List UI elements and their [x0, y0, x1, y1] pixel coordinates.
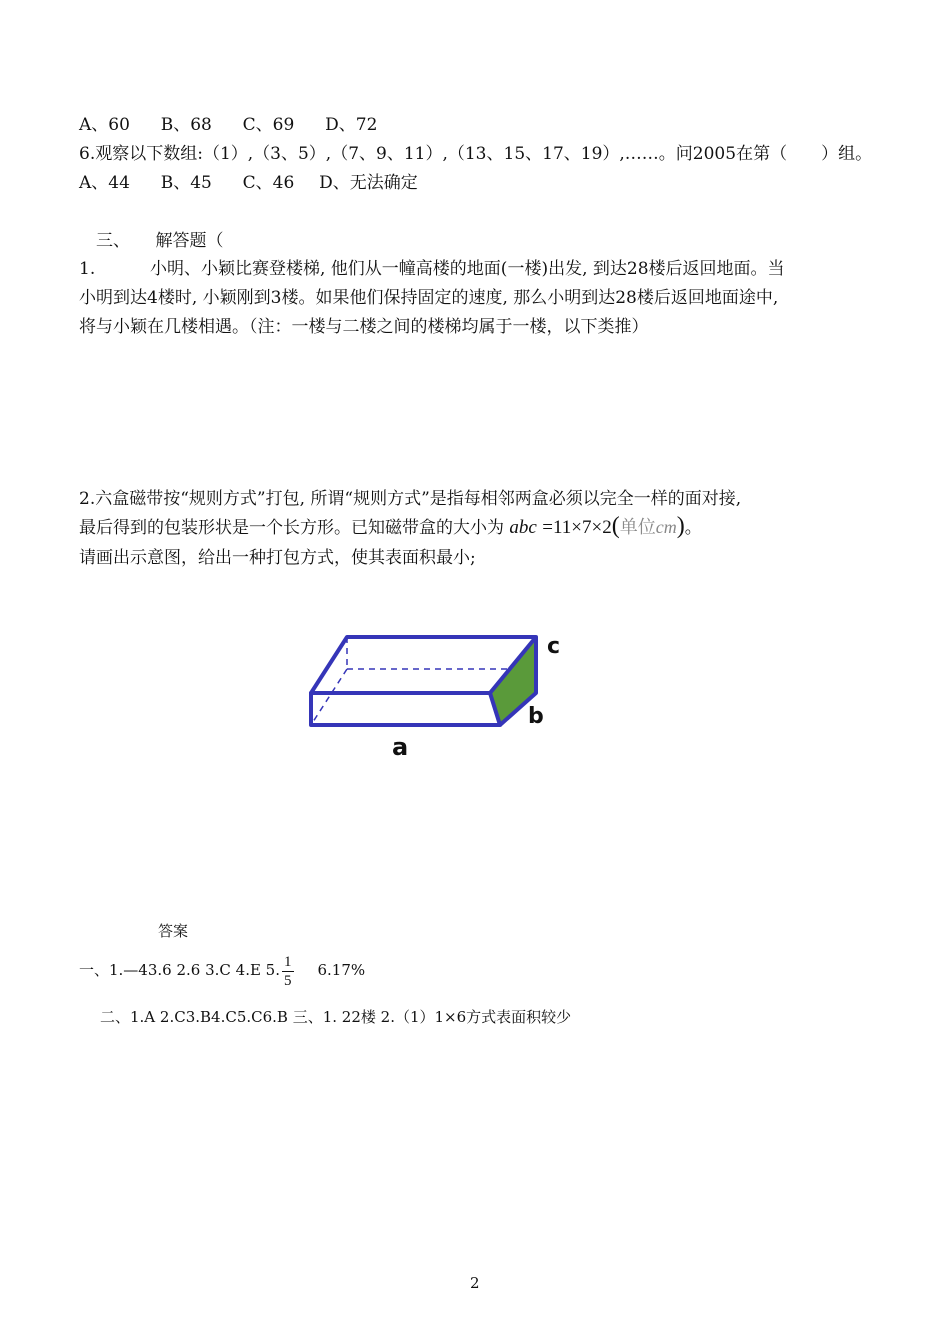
q6-option-b: B、45	[160, 173, 212, 193]
answers-heading: 答案	[158, 922, 189, 940]
q6-options	[79, 172, 418, 194]
q5-option-a: A、60	[79, 115, 130, 135]
q5-option-b: B、68	[160, 115, 212, 135]
problem2-line2-text: 最后得到的包装形状是一个长方形。已知磁带盒的大小为	[79, 518, 504, 538]
problem1-line2: 小明到达4楼时, 小颖刚到3楼。如果他们保持固定的速度, 那么小明到达28楼后返回地面途中,	[79, 288, 779, 308]
q5-option-d: D、72	[325, 115, 378, 135]
formula-close-paren: )	[676, 513, 685, 539]
answers-line2: 二、1.A 2.C3.B4.C5.C6.B 三、1. 22楼 2.（1）1×6方式表面积较少	[100, 1008, 572, 1026]
q6-option-a: A、44	[79, 173, 130, 193]
answer-fraction	[282, 953, 294, 990]
q5-option-c: C、69	[242, 115, 295, 135]
problem1-number: 1.	[79, 259, 96, 279]
label-a: a	[392, 733, 409, 761]
q5-options	[79, 114, 377, 136]
label-c: c	[547, 634, 561, 659]
problem1-line3: 将与小颖在几楼相遇。（注：一楼与二楼之间的楼梯均属于一楼，以下类推）	[79, 317, 649, 337]
problem2-line1: 2.六盒磁带按“规则方式”打包, 所谓“规则方式”是指每相邻两盒必须以完全一样的面对接,	[79, 489, 742, 509]
formula-equation: =11×7×2	[542, 517, 612, 538]
formula-variables: abc	[509, 517, 537, 538]
answers-line1-suffix: 6.17%	[317, 961, 366, 979]
answers-line1-prefix: 一、1.—43.6 2.6 3.C 4.E 5.	[79, 961, 280, 979]
problem2-line3: 请画出示意图，给出一种打包方式，使其表面积最小;	[79, 548, 476, 568]
fraction-numerator: 1	[284, 953, 292, 970]
page-number: 2	[470, 1274, 480, 1292]
answers-line1	[79, 950, 365, 990]
label-b: b	[528, 704, 544, 729]
problem2-line2	[79, 515, 702, 539]
problem2-line2-end: 。	[684, 518, 702, 538]
q6-question: 6.观察以下数组:（1）,（3、5）,（7、9、11）,（13、15、17、19）,……。问2005在第（ ）组。	[79, 144, 873, 164]
q6-option-c: C、46	[242, 173, 295, 193]
box-diagram	[300, 625, 600, 775]
q6-option-d: D、无法确定	[319, 173, 418, 193]
formula-unit-cm: cm	[655, 517, 677, 537]
section3-heading: 三、 解答题（	[96, 231, 224, 251]
formula-unit-text: 单位	[619, 517, 656, 537]
formula-open-paren: (	[611, 513, 620, 539]
hidden-edge-diagonal	[311, 669, 347, 725]
front-face	[311, 693, 500, 725]
problem1-line1: 小明、小颖比赛登楼梯, 他们从一幢高楼的地面(一楼)出发, 到达28楼后返回地面。当	[150, 259, 785, 279]
fraction-denominator: 5	[284, 972, 292, 989]
